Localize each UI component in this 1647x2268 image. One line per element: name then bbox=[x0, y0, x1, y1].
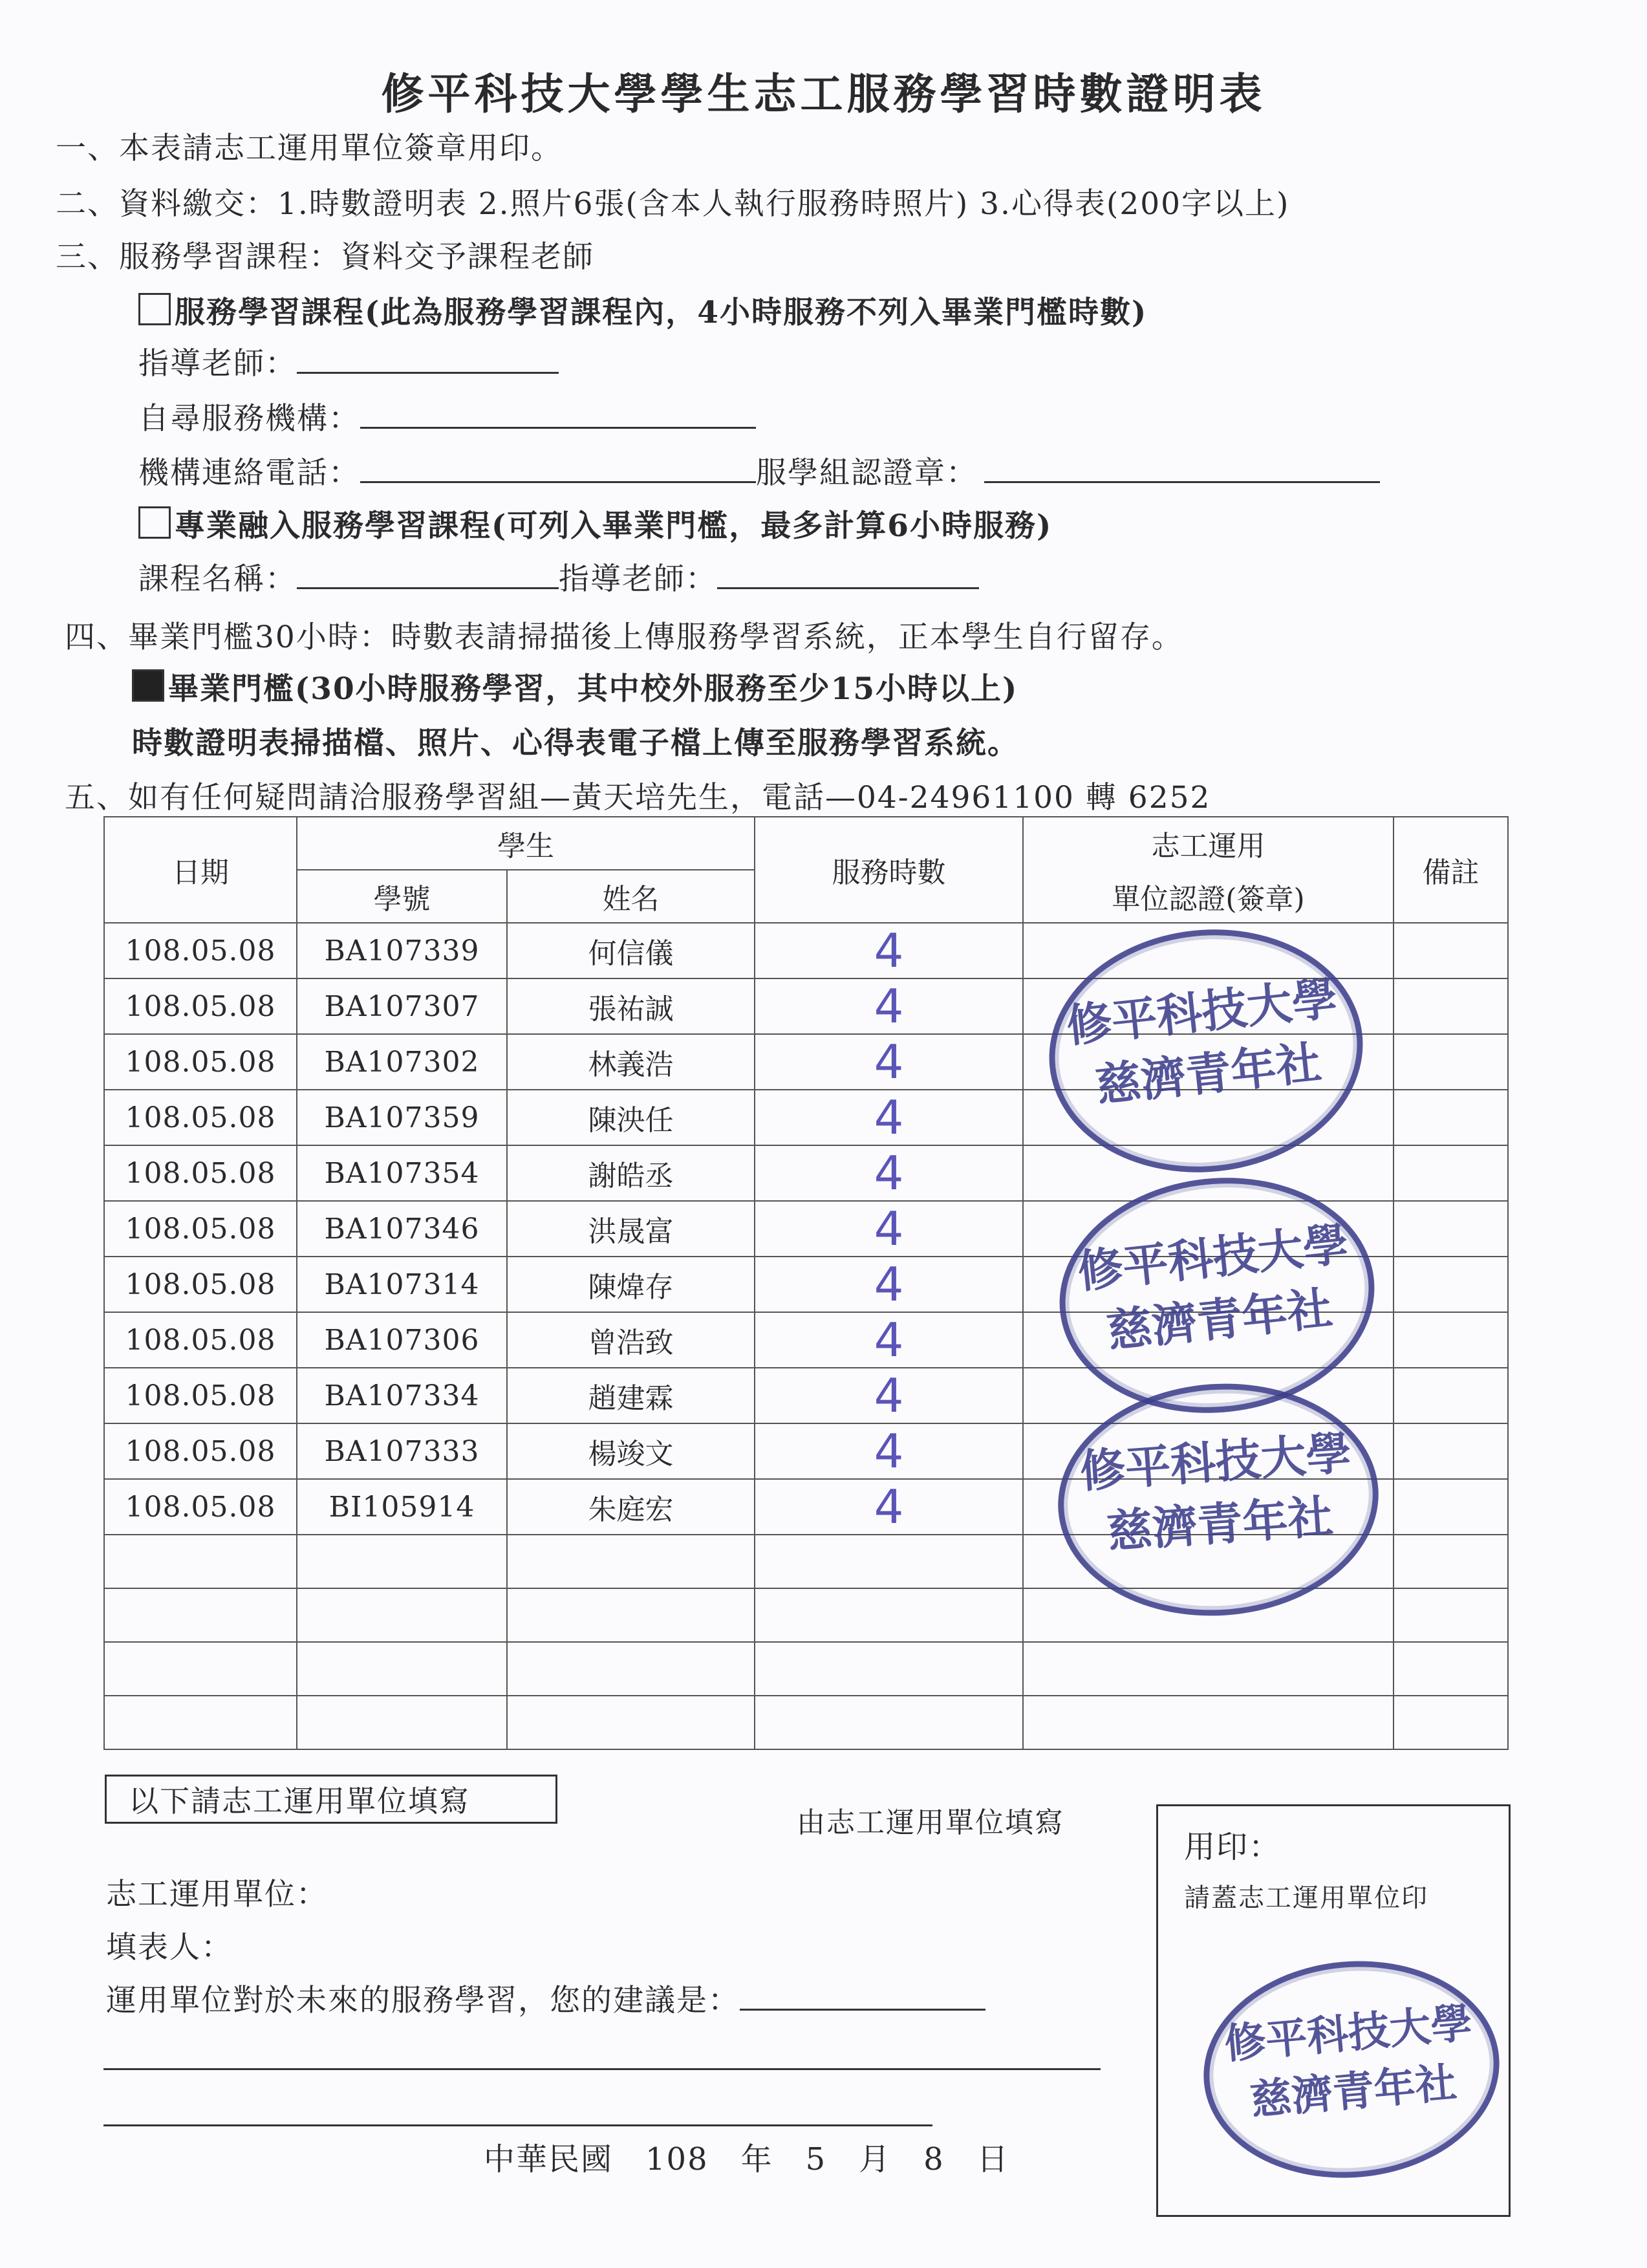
row-date: 108.05.08 bbox=[104, 1034, 297, 1090]
row-date: 108.05.08 bbox=[104, 1479, 297, 1535]
row-name: 楊竣文 bbox=[507, 1423, 755, 1479]
suggestion-line-3[interactable] bbox=[103, 2124, 932, 2126]
header-date: 日期 bbox=[104, 817, 297, 923]
org-field[interactable] bbox=[360, 426, 756, 429]
upload-note: 時數證明表掃描檔、照片、心得表電子檔上傳至服務學習系統。 bbox=[132, 726, 1019, 761]
grad-checkbox[interactable] bbox=[132, 669, 164, 702]
row-student-id: BA107354 bbox=[297, 1145, 507, 1201]
row-date: 108.05.08 bbox=[104, 1368, 297, 1423]
stamp-4-line1: 修平科技大學 bbox=[1222, 1998, 1474, 2069]
row-date: 108.05.08 bbox=[104, 1145, 297, 1201]
row-name: 張祐誠 bbox=[507, 978, 755, 1034]
row-hours: 4 bbox=[755, 1479, 1023, 1535]
row-hours: 4 bbox=[755, 1034, 1023, 1090]
row-student-id: BA107346 bbox=[297, 1201, 507, 1257]
course1-row bbox=[138, 288, 1147, 332]
row-name: 洪晟富 bbox=[507, 1201, 755, 1257]
teacher2-label: 指導老師： bbox=[559, 561, 717, 597]
phone-row bbox=[138, 449, 1380, 492]
header-unit-cert bbox=[1023, 817, 1394, 923]
row-name: 陳泱任 bbox=[507, 1090, 755, 1145]
row-name: 林義浩 bbox=[507, 1034, 755, 1090]
row-name: 何信儀 bbox=[507, 923, 755, 978]
empty-cell[interactable] bbox=[104, 1642, 297, 1696]
row-date: 108.05.08 bbox=[104, 1090, 297, 1145]
instruction-1: 一、本表請志工運用單位簽章用印。 bbox=[56, 131, 563, 166]
org-label: 自尋服務機構： bbox=[138, 401, 360, 437]
instruction-3: 三、服務學習課程：資料交予課程老師 bbox=[56, 239, 594, 275]
empty-cell[interactable] bbox=[104, 1696, 297, 1749]
header-hours: 服務時數 bbox=[755, 817, 1023, 923]
empty-cell[interactable] bbox=[507, 1535, 755, 1588]
instruction-2: 二、資料繳交：1.時數證明表 2.照片6張(含本人執行服務時照片) 3.心得表(200字以上) bbox=[56, 186, 1290, 222]
row-hours: 4 bbox=[755, 923, 1023, 978]
row-remarks bbox=[1394, 1090, 1508, 1145]
row-date: 108.05.08 bbox=[104, 1257, 297, 1312]
row-date: 108.05.08 bbox=[104, 1423, 297, 1479]
course2-row bbox=[138, 502, 1052, 545]
empty-cell[interactable] bbox=[297, 1642, 507, 1696]
teacher-row bbox=[138, 340, 559, 383]
row-hours: 4 bbox=[755, 1312, 1023, 1368]
seal-note: 請蓋志工運用單位印 bbox=[1184, 1883, 1428, 1913]
stamp-1-line2: 慈濟青年社 bbox=[1093, 1035, 1324, 1112]
row-hours: 4 bbox=[755, 1145, 1023, 1201]
phone-field[interactable] bbox=[360, 481, 756, 483]
teacher2-field[interactable] bbox=[717, 587, 979, 589]
stamp-2-line1: 修平科技大學 bbox=[1075, 1216, 1351, 1299]
row-student-id: BI105914 bbox=[297, 1479, 507, 1535]
cert-label: 服學組認證章： bbox=[756, 455, 978, 491]
teacher-label: 指導老師： bbox=[138, 346, 297, 382]
row-remarks bbox=[1394, 1479, 1508, 1535]
row-remarks bbox=[1394, 1257, 1508, 1312]
suggestion-field[interactable] bbox=[740, 2008, 985, 2011]
empty-cell[interactable] bbox=[507, 1642, 755, 1696]
header-remarks: 備註 bbox=[1394, 817, 1508, 923]
fill-instruction-box: 以下請志工運用單位填寫 bbox=[105, 1775, 557, 1824]
row-hours: 4 bbox=[755, 1368, 1023, 1423]
row-student-id: BA107302 bbox=[297, 1034, 507, 1090]
row-student-id: BA107307 bbox=[297, 978, 507, 1034]
stamp-3-line1: 修平科技大學 bbox=[1078, 1425, 1353, 1498]
org-row bbox=[138, 394, 756, 438]
row-student-id: BA107339 bbox=[297, 923, 507, 978]
row-remarks bbox=[1394, 1201, 1508, 1257]
row-hours: 4 bbox=[755, 978, 1023, 1034]
course2-label: 專業融入服務學習課程 bbox=[175, 508, 491, 544]
seal-box[interactable] bbox=[1156, 1804, 1511, 2217]
empty-cell[interactable] bbox=[507, 1696, 755, 1749]
table-row-empty bbox=[104, 1642, 1508, 1696]
stamp-2-line2: 慈濟青年社 bbox=[1104, 1280, 1335, 1358]
row-student-id: BA107359 bbox=[297, 1090, 507, 1145]
instruction-4: 四、畢業門檻30小時：時數表請掃描後上傳服務學習系統，正本學生自行留存。 bbox=[65, 620, 1183, 655]
row-remarks bbox=[1394, 978, 1508, 1034]
header-unit-cert-line2: 單位認證(簽章) bbox=[1112, 883, 1305, 916]
row-name: 曾浩致 bbox=[507, 1312, 755, 1368]
empty-cell[interactable] bbox=[297, 1535, 507, 1588]
row-hours: 4 bbox=[755, 1423, 1023, 1479]
header-student: 學生 bbox=[297, 817, 755, 870]
course2-note: (可列入畢業門檻，最多計算6小時服務) bbox=[491, 508, 1053, 544]
empty-cell[interactable] bbox=[755, 1535, 1023, 1588]
unit-label: 志工運用單位： bbox=[106, 1877, 328, 1912]
row-name: 陳煒存 bbox=[507, 1257, 755, 1312]
course2-checkbox[interactable] bbox=[138, 506, 171, 539]
suggestion-label: 運用單位對於未來的服務學習，您的建議是： bbox=[106, 1983, 740, 2018]
empty-cell[interactable] bbox=[1023, 1642, 1394, 1696]
empty-cell[interactable] bbox=[1394, 1642, 1508, 1696]
row-date: 108.05.08 bbox=[104, 978, 297, 1034]
row-date: 108.05.08 bbox=[104, 1312, 297, 1368]
fill-by-unit: 由志工運用單位填寫 bbox=[797, 1806, 1064, 1839]
row-remarks bbox=[1394, 1145, 1508, 1201]
empty-cell[interactable] bbox=[1394, 1535, 1508, 1588]
course-name-label: 課程名稱： bbox=[138, 561, 297, 597]
empty-cell[interactable] bbox=[1394, 1696, 1508, 1749]
header-unit-cert-line1: 志工運用 bbox=[1151, 830, 1265, 863]
teacher-field[interactable] bbox=[297, 371, 559, 374]
row-remarks bbox=[1394, 1034, 1508, 1090]
phone-label: 機構連絡電話： bbox=[138, 455, 360, 491]
row-name: 趙建霖 bbox=[507, 1368, 755, 1423]
stamp-1-line1: 修平科技大學 bbox=[1064, 971, 1340, 1053]
row-remarks bbox=[1394, 1423, 1508, 1479]
date-line: 中華民國 108 年 5 月 8 日 bbox=[484, 2141, 1009, 2177]
grad-note: (30小時服務學習，其中校外服務至少15小時以上) bbox=[295, 671, 1018, 707]
row-name: 朱庭宏 bbox=[507, 1479, 755, 1535]
seal-label: 用印： bbox=[1184, 1829, 1282, 1865]
empty-cell[interactable] bbox=[297, 1588, 507, 1642]
course-name-field[interactable] bbox=[297, 587, 559, 589]
suggestion-line-2[interactable] bbox=[103, 2068, 1101, 2070]
row-date: 108.05.08 bbox=[104, 923, 297, 978]
grad-label: 畢業門檻 bbox=[168, 671, 295, 707]
form-title: 修平科技大學學生志工服務學習時數證明表 bbox=[381, 69, 1266, 119]
filler-label: 填表人： bbox=[106, 1930, 233, 1965]
row-hours: 4 bbox=[755, 1257, 1023, 1312]
empty-cell[interactable] bbox=[507, 1588, 755, 1642]
empty-cell[interactable] bbox=[104, 1535, 297, 1588]
row-remarks bbox=[1394, 1368, 1508, 1423]
row-date: 108.05.08 bbox=[104, 1201, 297, 1257]
suggestion-row bbox=[106, 1976, 985, 2020]
header-name: 姓名 bbox=[507, 870, 755, 923]
row-name: 謝皓丞 bbox=[507, 1145, 755, 1201]
row-hours: 4 bbox=[755, 1201, 1023, 1257]
stamp-3-line2: 慈濟青年社 bbox=[1105, 1489, 1335, 1559]
row-remarks bbox=[1394, 1312, 1508, 1368]
empty-cell[interactable] bbox=[755, 1642, 1023, 1696]
grad-row bbox=[132, 665, 1018, 708]
instruction-5: 五、如有任何疑問請洽服務學習組—黃天培先生，電話—04-24961100 轉 6252 bbox=[65, 780, 1211, 815]
club-stamp-4 bbox=[1194, 1949, 1508, 2190]
row-remarks bbox=[1394, 923, 1508, 978]
header-student-id: 學號 bbox=[297, 870, 507, 923]
empty-cell[interactable] bbox=[755, 1696, 1023, 1749]
course1-label: 服務學習課程 bbox=[175, 295, 365, 330]
course-name-row bbox=[138, 555, 979, 598]
empty-cell[interactable] bbox=[1023, 1696, 1394, 1749]
row-student-id: BA107334 bbox=[297, 1368, 507, 1423]
cert-field[interactable] bbox=[984, 481, 1380, 483]
row-student-id: BA107314 bbox=[297, 1257, 507, 1312]
empty-cell[interactable] bbox=[755, 1588, 1023, 1642]
course1-note: (此為服務學習課程內，4小時服務不列入畢業門檻時數) bbox=[365, 295, 1148, 330]
empty-cell[interactable] bbox=[104, 1588, 297, 1642]
row-student-id: BA107306 bbox=[297, 1312, 507, 1368]
row-student-id: BA107333 bbox=[297, 1423, 507, 1479]
course1-checkbox[interactable] bbox=[138, 293, 171, 325]
row-hours: 4 bbox=[755, 1090, 1023, 1145]
stamp-4-line2: 慈濟青年社 bbox=[1248, 2058, 1459, 2125]
empty-cell[interactable] bbox=[297, 1696, 507, 1749]
table-row-empty bbox=[104, 1696, 1508, 1749]
empty-cell[interactable] bbox=[1394, 1588, 1508, 1642]
